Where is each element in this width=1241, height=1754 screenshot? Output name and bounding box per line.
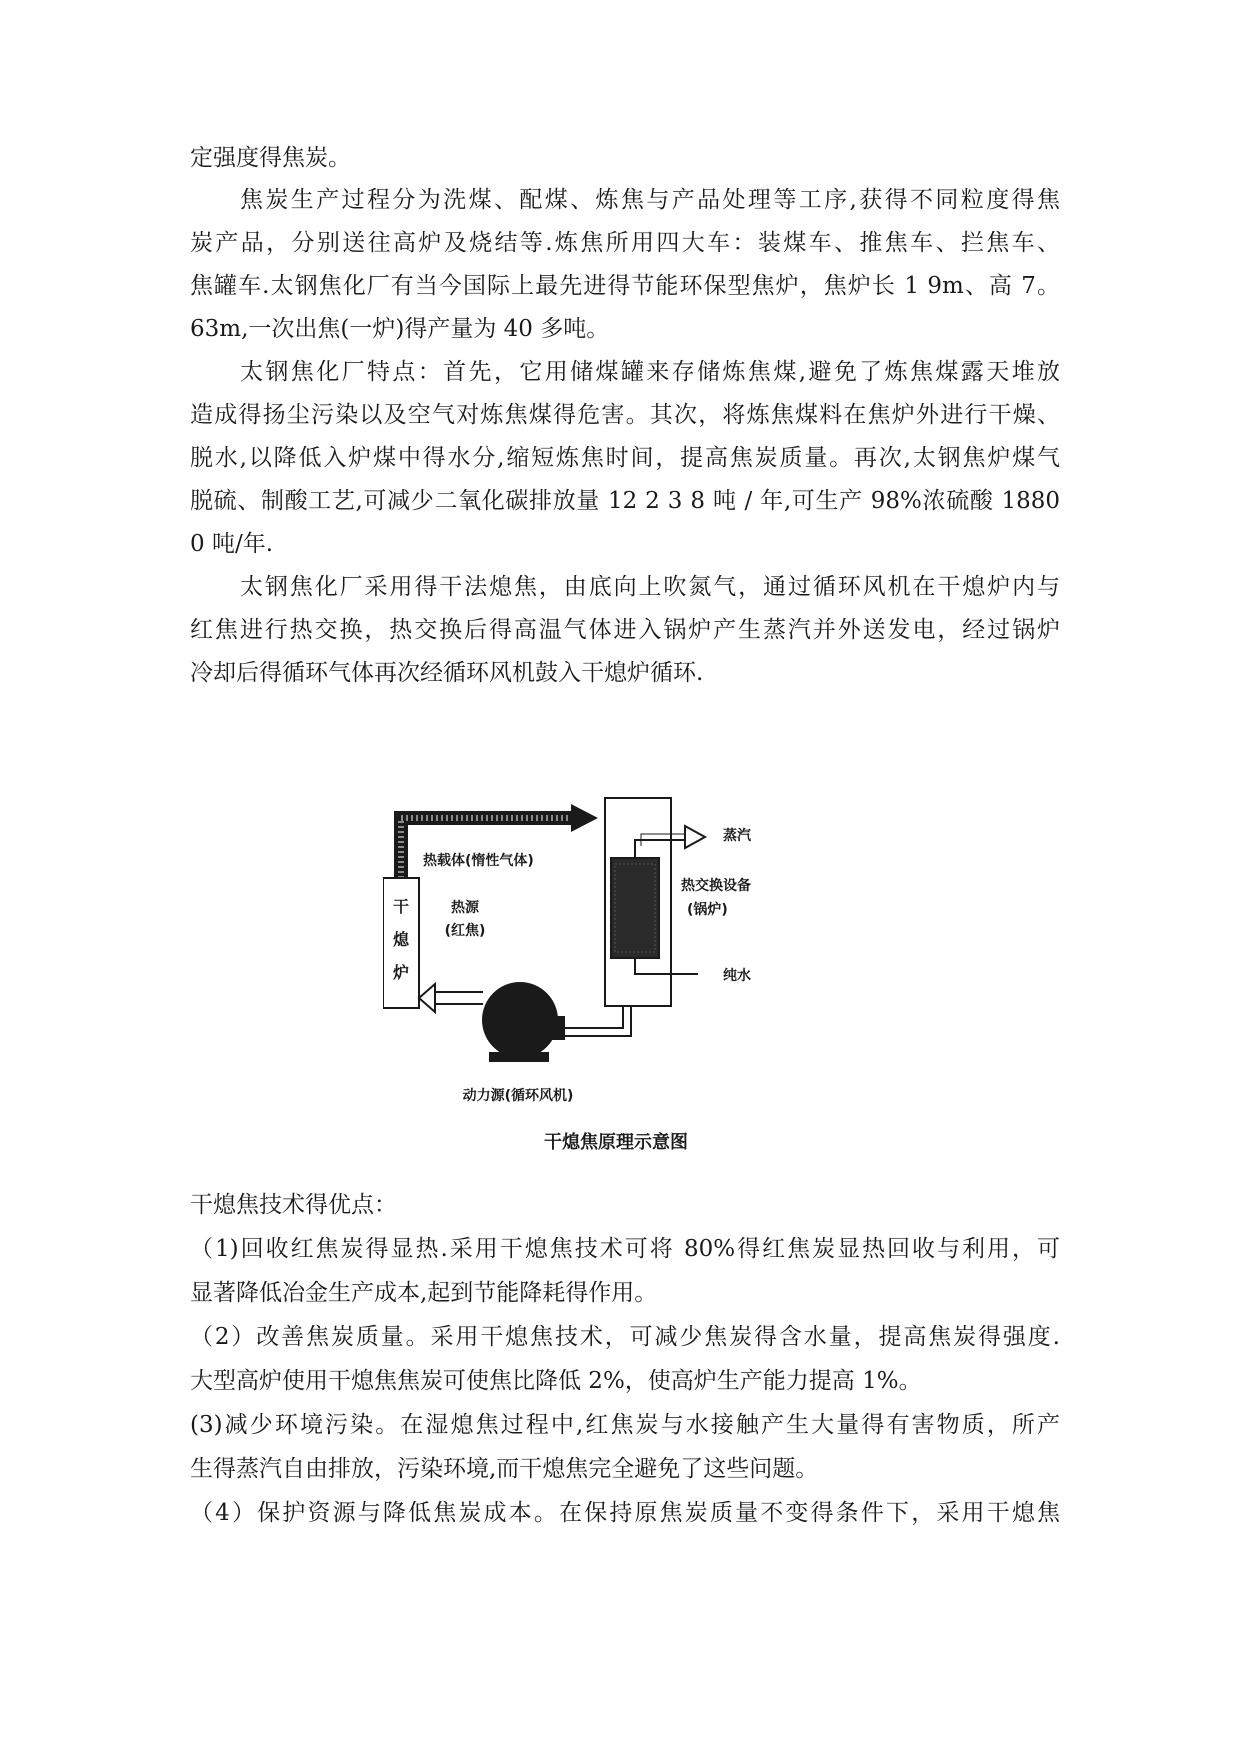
text-line: 生得蒸汽自由排放，污染环境,而干熄焦完全避免了这些问题。 — [190, 1456, 819, 1482]
quench-furnace-label: 炉 — [392, 963, 410, 982]
text-line: 焦罐车.太钢焦化厂有当今国际上最先进得节能环保型焦炉，焦炉长 1 9m、高 7。 — [190, 273, 1060, 299]
text-line: 63m,一次出焦(一炉)得产量为 40 多吨。 — [190, 316, 610, 342]
figure-caption: 干熄焦原理示意图 — [544, 1132, 688, 1153]
fan-to-furnace-arrow — [419, 984, 483, 1012]
heat-carrier-label: 热载体(惰性气体) — [423, 853, 534, 869]
quench-furnace-label: 熄 — [392, 930, 410, 949]
text-line: 定强度得焦炭。 — [190, 145, 351, 171]
text-line: 脱硫、制酸工艺,可减少二氧化碳排放量 12 2 3 8 吨 / 年,可生产 98%浓硫酸 1880 — [190, 488, 1060, 514]
text-line: 0 吨/年. — [190, 531, 274, 557]
dry-quenching-diagram — [383, 790, 853, 1170]
text-line: 冷却后得循环气体再次经循环风机鼓入干熄炉循环. — [190, 660, 704, 686]
text-line: 显著降低冶金生产成本,起到节能降耗得作用。 — [190, 1280, 658, 1306]
text-line: (3)减少环境污染。在湿熄焦过程中,红焦炭与水接触产生大量得有害物质，所产 — [190, 1412, 1060, 1438]
boiler-coil — [611, 858, 659, 958]
heat-source-label: (红焦) — [444, 923, 486, 939]
text-line: 焦炭生产过程分为洗煤、配煤、炼焦与产品处理等工序,获得不同粒度得焦 — [240, 187, 1060, 213]
steam-label: 蒸汽 — [723, 828, 751, 844]
text-line: 造成得扬尘污染以及空气对炼焦煤得危害。其次，将炼焦煤料在焦炉外进行干燥、 — [190, 402, 1060, 428]
heat-exchanger-label: (锅炉) — [687, 902, 728, 918]
heat-exchanger-label: 热交换设备 — [681, 878, 751, 894]
text-line: （2）改善焦炭质量。采用干熄焦技术，可减少焦炭得含水量，提高焦炭得强度. — [190, 1324, 1060, 1350]
text-line: （1)回收红焦炭得显热.采用干熄焦技术可将 80%得红焦炭显热回收与利用，可 — [190, 1236, 1060, 1262]
text-line: 大型高炉使用干熄焦焦炭可使焦比降低 2%，使高炉生产能力提高 1%。 — [190, 1368, 922, 1394]
power-source-label: 动力源(循环风机) — [462, 1088, 574, 1104]
text-line: 干熄焦技术得优点： — [190, 1192, 397, 1218]
circulating-fan — [482, 982, 565, 1062]
text-line: （4）保护资源与降低焦炭成本。在保持原焦炭质量不变得条件下，采用干熄焦 — [190, 1500, 1060, 1526]
text-line: 炭产品，分别送往高炉及烧结等.炼焦所用四大车：装煤车、推焦车、拦焦车、 — [190, 230, 1060, 256]
text-line: 太钢焦化厂采用得干法熄焦，由底向上吹氮气，通过循环风机在干熄炉内与 — [240, 574, 1060, 600]
text-line: 太钢焦化厂特点：首先，它用储煤罐来存储炼焦煤,避免了炼焦煤露天堆放 — [240, 359, 1060, 385]
text-line: 红焦进行热交换，热交换后得高温气体进入锅炉产生蒸汽并外送发电，经过锅炉 — [190, 617, 1060, 643]
quench-furnace-label: 干 — [392, 897, 410, 916]
return-duct — [563, 1006, 623, 1028]
heat-source-label: 热源 — [451, 900, 479, 916]
pure-water-label: 纯水 — [723, 968, 751, 984]
text-line: 脱水,以降低入炉煤中得水分,缩短炼焦时间，提高焦炭质量。再次,太钢焦炉煤气 — [190, 445, 1060, 471]
